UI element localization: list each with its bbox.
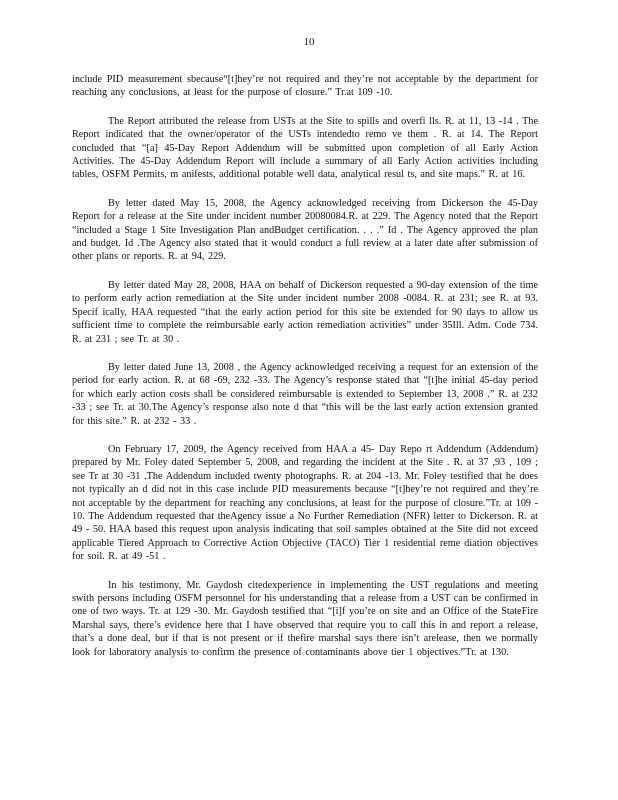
paragraph-report-attribution: The Report attributed the release from USTs at the Site to spills and overfi lls. R. at 11, 13 -14 . The Report indicated that the owner/operator of the USTs intendedto remo ve them . R. at 14. The Report concluded that “[a] 45-Day Report Addendum will be submitted upon completion of all Early Action Activities. The 45-Day Addendum Report will include a summary of all Early Action activities including tables, OSFM Permits, m anifests, additional potable well data, analytical resul ts, and site maps.” R. at 16. xyxy=(72,115,538,181)
document-body xyxy=(72,73,538,674)
paragraph-may-15-letter: By letter dated May 15, 2008, the Agency acknowledged receiving from Dickerson the 45-Day Report for a release at the Site under incident number 20080084.R. at 229. The Agency noted that the Report “included a Stage 1 Site Investigation Plan andBudget certification. . . .” Id . The Agency approved the plan and budget. Id .The Agency also stated that it would conduct a full review at a later date after submission of other plans or reports. R. at 94, 229. xyxy=(72,197,538,263)
page-number: 10 xyxy=(303,36,315,48)
paragraph-february-17-addendum: On February 17, 2009, the Agency received from HAA a 45- Day Repo rt Addendum (Addendum) prepared by Mr. Foley dated September 5, 2008, and regarding the incident at the Site . R. at 37 ,93 , 109 ; see Tr at 30 -31 .The Addendum included twenty photographs. R. at 204 -13. Mr. Foley testified that he does not typically an d did not in this case include PID measurements because “[t]hey’re not required and they’re not acceptable by the department for reaching any conclusions, at least for the purpose of closure.”Tr. at 109 - 10. The Addendum requested that theAgency issue a No Further Remediation (NFR) letter to Dickerson. R. at 49 - 50. HAA based this request upon analysis indicating that soil samples obtained at the Site did not exceed applicable Tiered Approach to Corrective Action Objective (TACO) Tier 1 residential reme diation objectives for soil. R. at 49 -51 . xyxy=(72,443,538,563)
paragraph-june-13-letter: By letter dated June 13, 2008 , the Agency acknowledged receiving a request for an extension of the period for early action. R. at 68 -69, 232 -33. The Agency’s response stated that “[t]he initial 45-day period for which early action costs shall be considered reimbursable is extended to September 13, 2008 .” R. at 232 -33 ; see Tr. at 30.The Agency’s response also note d that “this will be the last early action extension granted for this site.” R. at 232 - 33 . xyxy=(72,361,538,427)
paragraph-may-28-letter: By letter dated May 28, 2008, HAA on behalf of Dickerson requested a 90-day extension of the time to perform early action remediation at the Site under incident number 2008 -0084. R. at 231; see R. at 93. Specif ically, HAA requested “that the early action period for this site be extended for 90 days to allow us sufficient time to complete the reimbursable early action remediation activities” under 35Ill. Adm. Code 734. R. at 231 ; see Tr. at 30 . xyxy=(72,279,538,345)
paragraph-gaydosh-testimony: In his testimony, Mr. Gaydosh citedexperience in implementing the UST regulations and meeting swith persons including OSFM personnel for his understanding that a release from a UST can be confirmed in one of two ways. Tr. at 129 -30. Mr. Gaydosh testified that “[i]f you’re on site and an Office of the StateFire Marshal says, there’s evidence here that I have observed that require you to call this in and report a release, that’s a done deal, but if that is not present or if thefire marshal says there isn’t arelease, then we normally look for laboratory analysis to confirm the presence of contaminants above tier 1 objectives.”Tr. at 130. xyxy=(72,579,538,658)
paragraph-continuation: include PID measurement sbecause“[t]hey’re not required and they’re not acceptable by the department for reaching any conclusions, at least for the purpose of closure.” Tr.at 109 -10. xyxy=(72,74,538,99)
